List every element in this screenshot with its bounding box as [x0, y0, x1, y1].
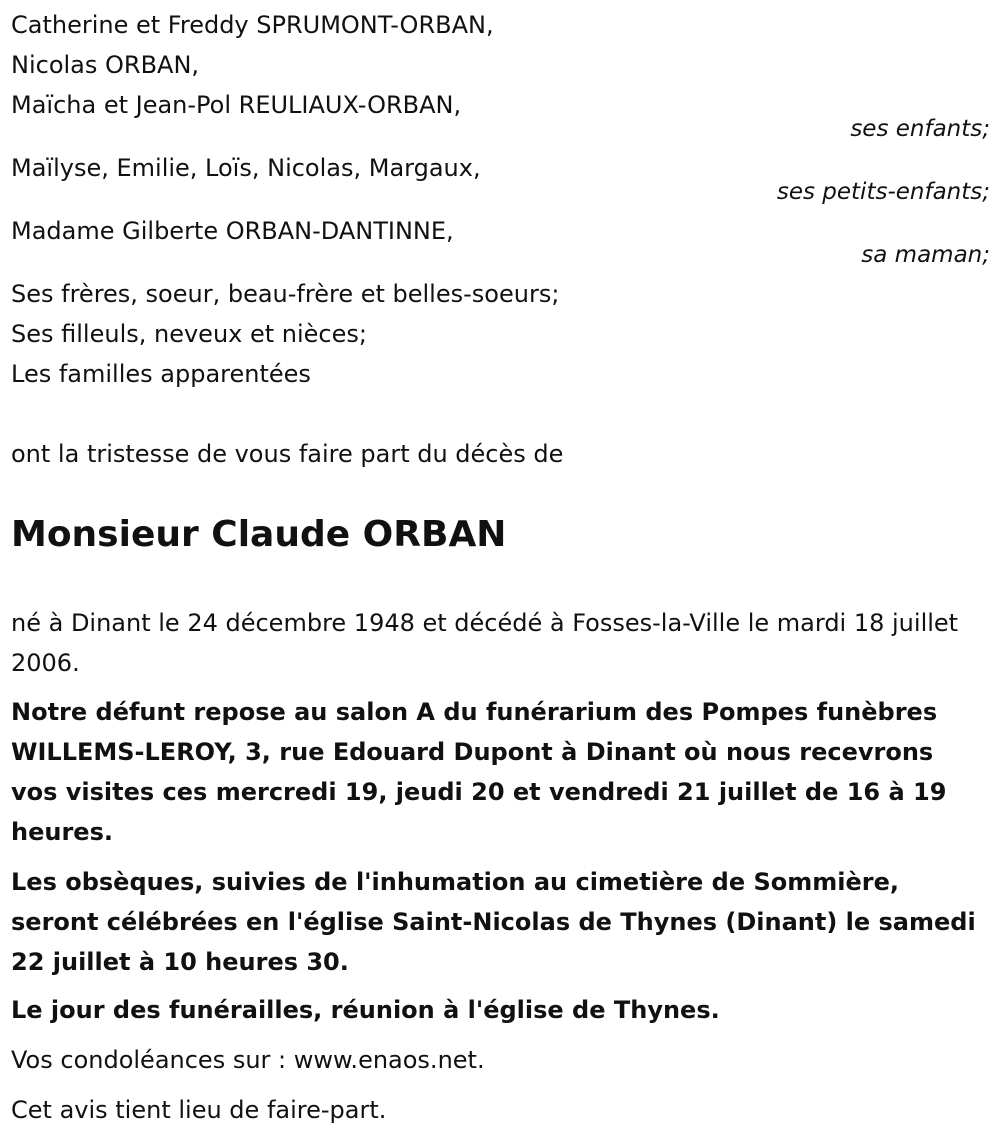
family-mother: Madame Gilberte ORBAN-DANTINNE, [11, 217, 454, 245]
notice-paragraph: Cet avis tient lieu de faire-part. [11, 1096, 387, 1124]
family-others-line-1: Ses frères, soeur, beau-frère et belles-soeurs; [11, 280, 560, 308]
family-others-line-2: Ses filleuls, neveux et nièces; [11, 320, 367, 348]
family-children-line-3: Maïcha et Jean-Pol REULIAUX-ORBAN, [11, 91, 462, 119]
birth-death-paragraph: né à Dinant le 24 décembre 1948 et décédé à Fosses-la-Ville le mardi 18 juillet 2006. [11, 609, 959, 677]
visitation-paragraph: Notre défunt repose au salon A du funérarium des Pompes funèbres WILLEMS-LEROY, 3, rue Edouard Dupont à Dinant où nous recevrons vos visites ces mercredi 19, jeudi 20 et vendredi 21 juillet de 16 à 19 heures. [11, 698, 947, 846]
family-others-line-3: Les familles apparentées [11, 360, 311, 388]
condolences-paragraph: Vos condoléances sur : www.enaos.net. [11, 1046, 485, 1074]
family-grandchildren: Maïlyse, Emilie, Loïs, Nicolas, Margaux, [11, 154, 481, 182]
deceased-name: Monsieur Claude ORBAN [11, 514, 507, 555]
meeting-paragraph: Le jour des funérailles, réunion à l'église de Thynes. [11, 996, 720, 1024]
funeral-paragraph: Les obsèques, suivies de l'inhumation au cimetière de Sommière, seront célébrées en l'église Saint-Nicolas de Thynes (Dinant) le samedi 22 juillet à 10 heures 30. [11, 868, 976, 976]
family-children-line-2: Nicolas ORBAN, [11, 51, 200, 79]
mother-role: sa maman; [861, 242, 990, 268]
grandchildren-role: ses petits-enfants; [776, 179, 990, 205]
announcement-text: ont la tristesse de vous faire part du décès de [11, 440, 564, 468]
family-children-line-1: Catherine et Freddy SPRUMONT-ORBAN, [11, 11, 494, 39]
children-role: ses enfants; [850, 116, 990, 142]
